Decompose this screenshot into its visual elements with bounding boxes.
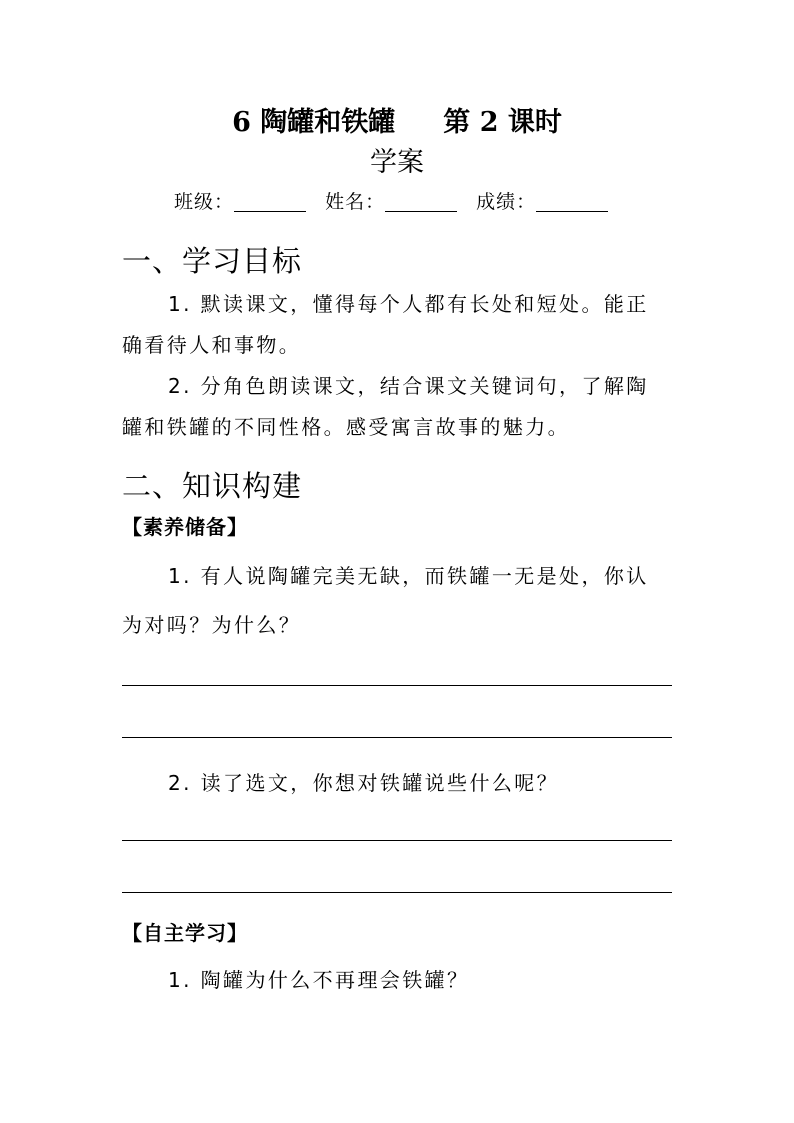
page-subtitle: 学案: [370, 147, 424, 178]
answer-line[interactable]: [122, 737, 672, 738]
student-info-row: [174, 187, 620, 214]
score-blank[interactable]: [536, 191, 608, 212]
class-blank[interactable]: [234, 191, 306, 212]
name-label: 姓名：: [325, 191, 386, 213]
section-heading-knowledge: 二、知识构建: [122, 469, 303, 503]
goal-2-line-1: 2. 分角色朗读课文，结合课文关键词句，了解陶: [168, 374, 649, 398]
goal-1-line-2: 确看待人和事物。: [122, 333, 302, 357]
question-2: 2. 读了选文，你想对铁罐说些什么呢？: [168, 771, 560, 795]
section-heading-goals: 一、学习目标: [122, 244, 303, 278]
question-1-line-2: 为对吗？为什么？: [122, 613, 302, 637]
name-blank[interactable]: [385, 191, 457, 212]
goal-2-line-2: 罐和铁罐的不同性格。感受寓言故事的魅力。: [122, 415, 570, 439]
question-1-line-1: 1. 有人说陶罐完美无缺，而铁罐一无是处，你认: [168, 564, 649, 588]
score-label: 成绩：: [476, 191, 537, 213]
question-3: 1. 陶罐为什么不再理会铁罐？: [168, 968, 470, 992]
subsection-heading-preparation: 【素养储备】: [122, 515, 248, 539]
page-title: [0, 100, 794, 139]
subsection-heading-self-study: 【自主学习】: [122, 921, 248, 945]
title-period: 第 2 课时: [443, 107, 562, 138]
goal-1-line-1: 1. 默读课文，懂得每个人都有长处和短处。能正: [168, 292, 649, 316]
answer-line[interactable]: [122, 685, 672, 686]
answer-line[interactable]: [122, 840, 672, 841]
answer-line[interactable]: [122, 892, 672, 893]
title-lesson: 6 陶罐和铁罐: [232, 107, 396, 138]
class-label: 班级：: [174, 191, 235, 213]
